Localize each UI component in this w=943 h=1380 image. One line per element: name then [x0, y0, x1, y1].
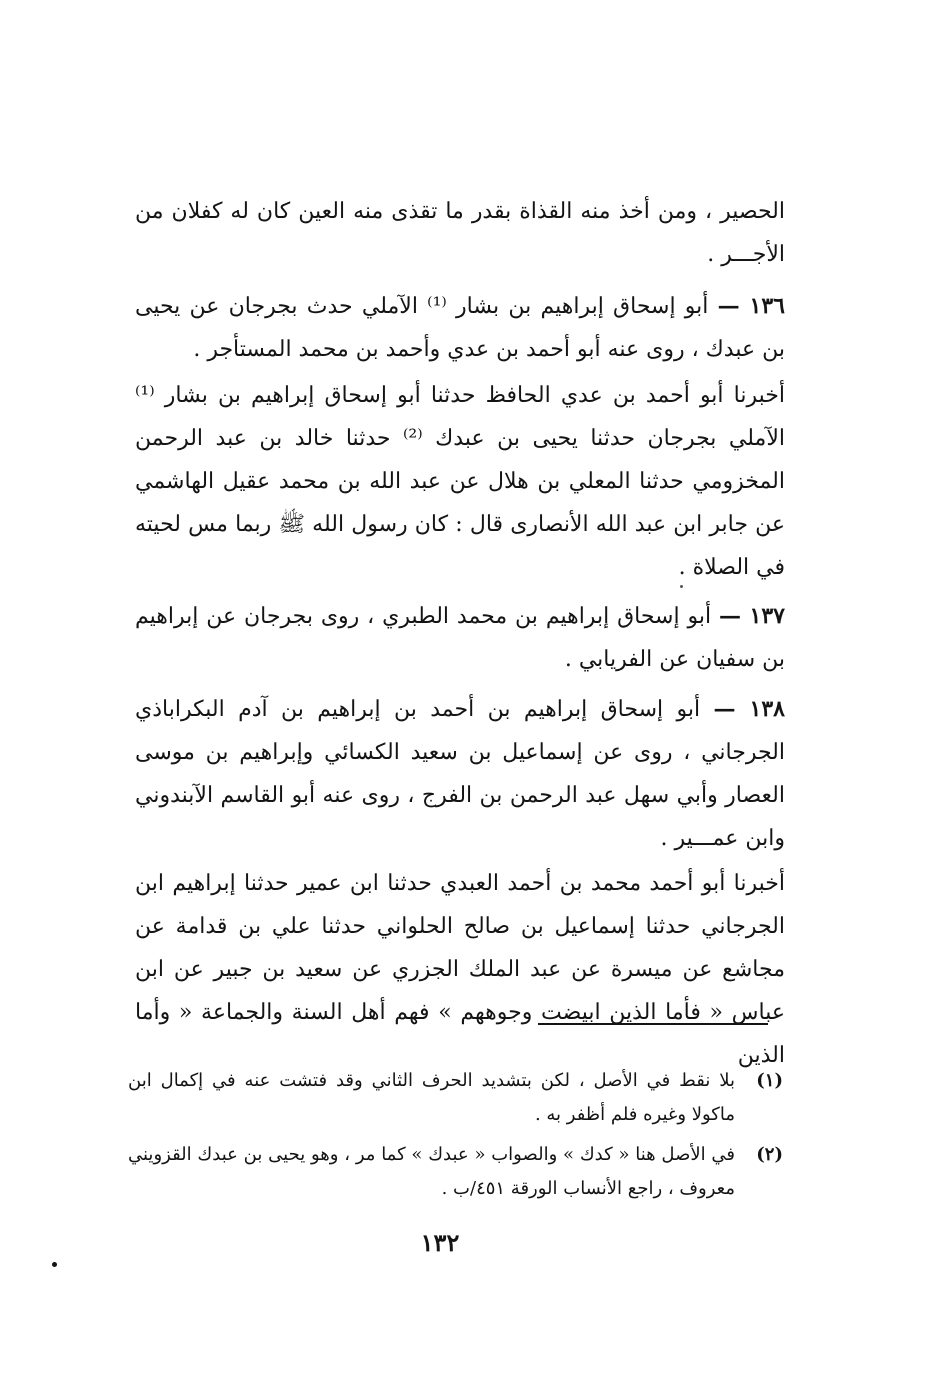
- hadith-paragraph-2: [135, 862, 785, 1077]
- footnotes: [128, 1064, 783, 1212]
- hadith-paragraph-1: [135, 374, 785, 589]
- footnote-text: بلا نقط في الأصل ، لكن بتشديد الحرف الثاني وقد فتشت عنه في إكمال ابن ماكولا وغيره فلم أظفر به .: [128, 1070, 735, 1125]
- paragraph-text: أخبرنا أبو أحمد بن عدي الحافظ حدثنا أبو إسحاق إبراهيم بن بشار ⁽¹⁾ الآملي بجرجان حدثنا يحيى بن عبدك ⁽²⁾ حدثنا خالد بن عبد الرحمن المخزومي حدثنا المعلي بن هلال عن عبد الله بن محمد عقيل الهاشمي عن جابر ابن عبد الله الأنصارى قال : كان رسول الله ﷺ ربما مس لحيته في الصلاة .: [135, 383, 785, 580]
- entry-136: [135, 285, 785, 371]
- paragraph-text: الحصير ، ومن أخذ منه القذاة بقدر ما تقذى منه العين كان له كفلان من الأجـــر .: [135, 199, 785, 267]
- entry-137: [135, 595, 785, 681]
- entry-text: أبو إسحاق إبراهيم بن أحمد بن إبراهيم بن آدم البكراباذي الجرجاني ، روى عن إسماعيل بن سعيد الكسائي وإبراهيم بن موسى العصار وأبي سهل عبد الرحمن بن الفرج ، روى عنه أبو القاسم الآبندوني وابن عمـــير .: [135, 697, 785, 851]
- scan-dot: [52, 1262, 57, 1267]
- footnote-1: [128, 1064, 783, 1132]
- paragraph-text: أخبرنا أبو أحمد محمد بن أحمد العبدي حدثنا ابن عمير حدثنا إبراهيم ابن الجرجاني حدثنا إسماعيل بن صالح الحلواني حدثنا علي بن قدامة عن مجاشع عن ميسرة عن عبد الملك الجزري عن سعيد بن جبير عن ابن عباس « فأما الذين ابيضت وجوههم » فهم أهل السنة والجماعة « وأما الذين: [135, 871, 785, 1068]
- entry-text: أبو إسحاق إبراهيم بن بشار ⁽¹⁾ الآملي حدث بجرجان عن يحيى بن عبدك ، روى عنه أبو أحمد بن عدي وأحمد بن محمد المستأجر .: [135, 294, 785, 362]
- entry-number: ١٣٧ —: [718, 603, 785, 629]
- scan-speck: [680, 585, 683, 588]
- paragraph-continuation: [135, 190, 785, 276]
- footnote-number: (١): [756, 1070, 783, 1091]
- entry-number: ١٣٦ —: [717, 293, 785, 319]
- page-number: ١٣٢: [420, 1228, 460, 1257]
- footnote-number: (٢): [756, 1144, 783, 1165]
- entry-number: ١٣٨ —: [713, 696, 785, 722]
- footnote-2: [128, 1138, 783, 1206]
- footnote-text: في الأصل هنا « كدك » والصواب « عبدك » كما مر ، وهو يحيى بن عبدك القزويني معروف ، راجع الأنساب الورقة ٤٥١/ب .: [128, 1144, 735, 1199]
- entry-138: [135, 688, 785, 860]
- entry-text: أبو إسحاق إبراهيم بن محمد الطبري ، روى بجرجان عن إبراهيم بن سفيان عن الفريابي .: [135, 604, 785, 672]
- footnote-divider: [538, 1023, 768, 1025]
